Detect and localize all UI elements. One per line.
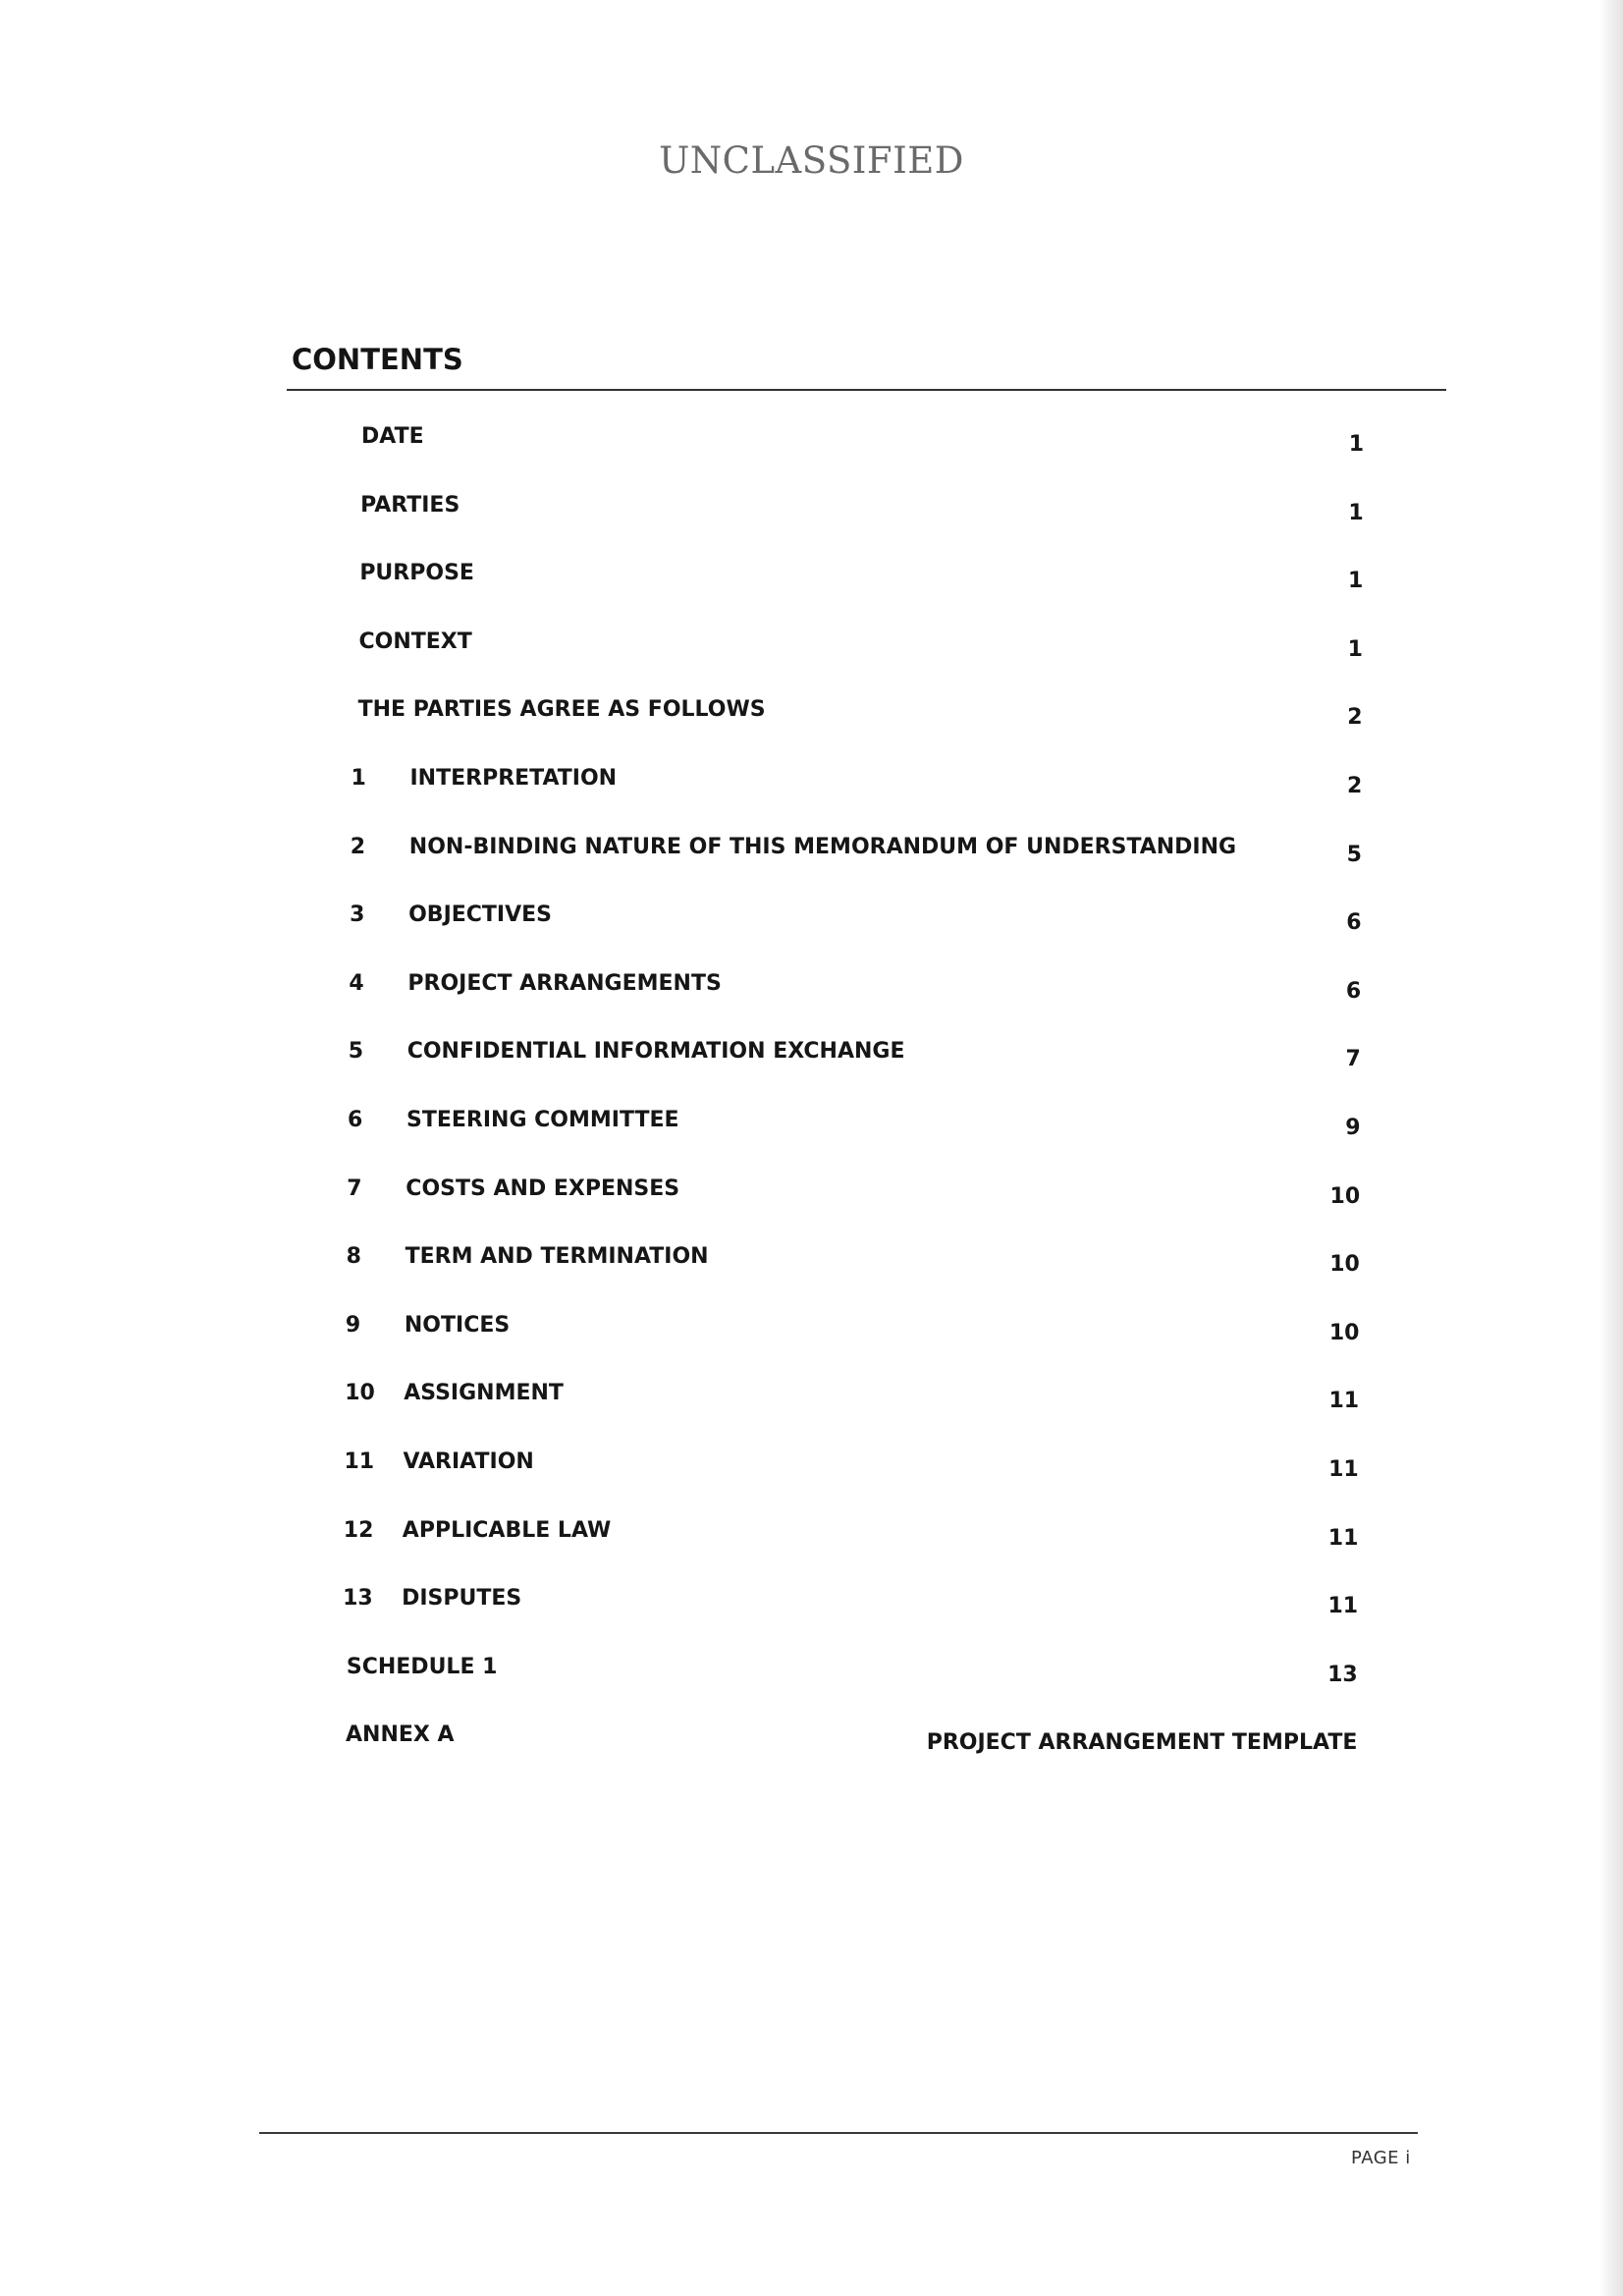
toc-entry-page: 1 (1347, 637, 1363, 662)
page-number: PAGE i (1351, 2148, 1411, 2168)
toc-entry (0, 561, 1623, 600)
toc-entry-label: THE PARTIES AGREE AS FOLLOWS (357, 697, 766, 722)
footer-divider (259, 2132, 1418, 2134)
toc-entry-number: 2 (350, 835, 366, 859)
toc-entry-page: 1 (1348, 501, 1364, 525)
toc-entry (0, 697, 1623, 737)
toc-entry (0, 424, 1623, 464)
toc-entry (0, 766, 1623, 805)
toc-entry (0, 1722, 1623, 1762)
toc-entry-page: 5 (1346, 843, 1362, 867)
toc-entry (0, 835, 1623, 874)
toc-entry (0, 1586, 1623, 1625)
toc-entry-label: NOTICES (404, 1313, 511, 1338)
toc-entry-page: 11 (1328, 1389, 1360, 1413)
toc-entry-label: OBJECTIVES (408, 902, 553, 927)
toc-entry-page: 7 (1345, 1047, 1361, 1071)
toc-entry-label: PURPOSE (359, 561, 474, 585)
toc-entry-label: ASSIGNMENT (404, 1381, 564, 1405)
toc-entry (0, 1449, 1623, 1489)
toc-entry-label: INTERPRETATION (409, 766, 618, 791)
toc-entry-label: VARIATION (403, 1449, 534, 1474)
toc-entry-label: PARTIES (360, 493, 460, 518)
toc-entry-label: CONFIDENTIAL INFORMATION EXCHANGE (406, 1039, 905, 1064)
toc-entry-label: STEERING COMMITTEE (406, 1108, 679, 1132)
toc-entry (0, 1108, 1623, 1147)
toc-entry-label: NON-BINDING NATURE OF THIS MEMORANDUM OF UNDERSTANDING (408, 835, 1237, 859)
toc-entry-page: 6 (1345, 979, 1362, 1004)
toc-entry-page: 10 (1328, 1321, 1360, 1345)
contents-heading: CONTENTS (292, 343, 463, 376)
toc-entry-label: SCHEDULE 1 (346, 1655, 498, 1679)
toc-entry (0, 1381, 1623, 1420)
toc-entry-number: 5 (348, 1039, 363, 1064)
toc-entry-number: 10 (345, 1381, 375, 1405)
toc-entry-number: 11 (344, 1449, 375, 1474)
toc-entry (0, 1039, 1623, 1078)
toc-entry (0, 1313, 1623, 1352)
toc-entry (0, 1176, 1623, 1216)
toc-entry (0, 902, 1623, 942)
toc-entry-page: 2 (1347, 705, 1363, 730)
toc-entry-page: 11 (1327, 1526, 1359, 1551)
toc-entry (0, 493, 1623, 532)
toc-entry-number: 8 (346, 1244, 361, 1269)
toc-entry-number: 1 (351, 766, 366, 791)
toc-entry-page: 11 (1328, 1457, 1359, 1482)
toc-entry-page: 10 (1329, 1252, 1360, 1277)
toc-entry-page: 10 (1329, 1184, 1361, 1209)
toc-entry-number: 3 (350, 902, 365, 927)
toc-entry-number: 9 (345, 1313, 361, 1338)
toc-entry-page: 1 (1348, 432, 1364, 457)
toc-entry-page: 11 (1327, 1594, 1359, 1618)
toc-entry-page: PROJECT ARRANGEMENT TEMPLATE (926, 1730, 1358, 1755)
toc-entry-label: CONTEXT (358, 629, 472, 654)
toc-entry (0, 971, 1623, 1011)
toc-entry-number: 7 (347, 1176, 362, 1201)
toc-entry-page: 6 (1346, 910, 1362, 935)
toc-entry-label: ANNEX A (346, 1722, 455, 1747)
toc-entry-label: PROJECT ARRANGEMENTS (407, 971, 722, 996)
classification-marking: UNCLASSIFIED (659, 139, 964, 182)
toc-entry-label: DISPUTES (402, 1586, 522, 1611)
toc-entry-label: APPLICABLE LAW (402, 1518, 612, 1543)
toc-entry-number: 4 (349, 971, 364, 996)
toc-entry-number: 12 (343, 1518, 374, 1543)
toc-entry-page: 9 (1345, 1116, 1361, 1140)
toc-entry-number: 13 (343, 1586, 373, 1611)
toc-entry (0, 1518, 1623, 1558)
toc-entry-page: 2 (1346, 774, 1363, 798)
toc-entry (0, 1655, 1623, 1694)
toc-entry-number: 6 (348, 1108, 363, 1132)
toc-entry-label: TERM AND TERMINATION (405, 1244, 709, 1269)
toc-entry-page: 13 (1327, 1663, 1358, 1687)
toc-entry (0, 629, 1623, 669)
toc-entry-page: 1 (1348, 569, 1364, 593)
toc-entry (0, 1244, 1623, 1284)
toc-entry-label: DATE (361, 424, 424, 449)
toc-entry-label: COSTS AND EXPENSES (406, 1176, 680, 1201)
